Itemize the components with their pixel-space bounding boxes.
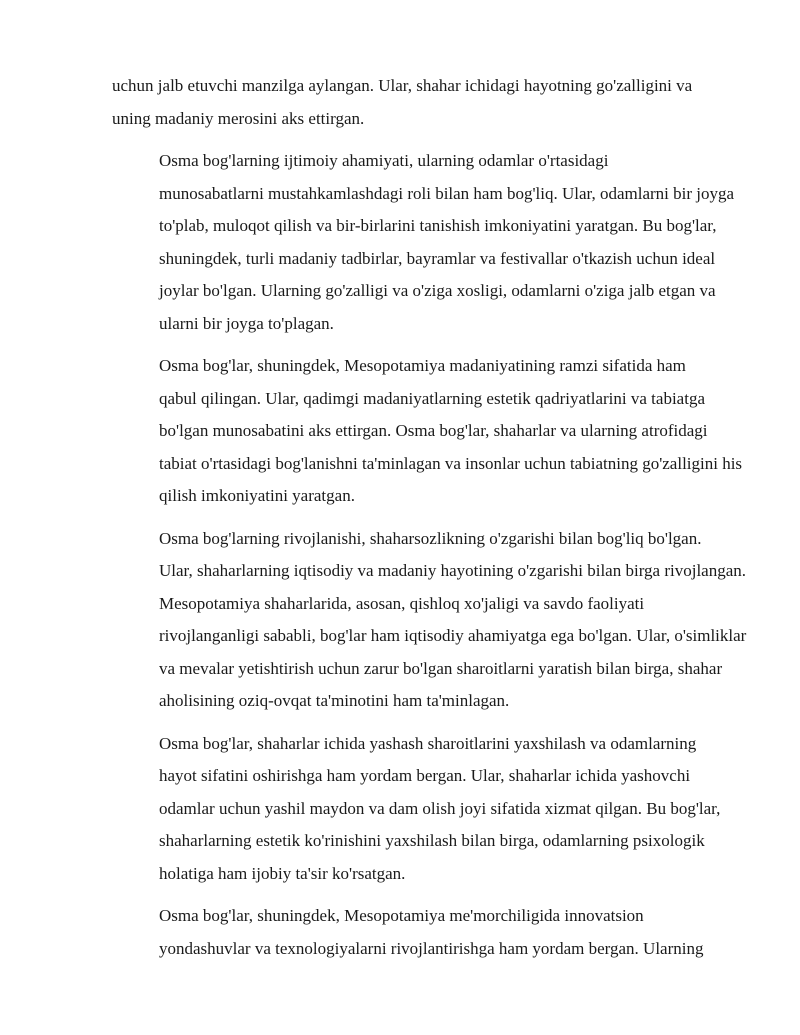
text-line: shaharlarning estetik ko'rinishini yaxshilash bilan birga, odamlarning psixologik — [159, 831, 705, 850]
text-line: ularni bir joyga to'plagan. — [159, 313, 334, 333]
text-line: odamlar uchun yashil maydon va dam olish joyi sifatida xizmat qilgan. Bu bog'lar, — [159, 798, 721, 818]
text-line: va mevalar yetishtirish uchun zarur bo'lgan sharoitlarni yaratish bilan birga, shahar — [159, 658, 723, 678]
document-page — [112, 70, 747, 975]
text-line: hayot sifatini oshirishga ham yordam bergan. Ular, shaharlar ichida yashovchi — [159, 766, 691, 785]
text-line: to'plab, muloqot qilish va bir-birlarini tanishish imkoniyatini yaratgan. Bu bog'lar, — [159, 216, 717, 235]
paragraph — [112, 900, 742, 965]
paragraph — [112, 145, 742, 340]
text-line: Osma bog'larning rivojlanishi, shaharsozlikning o'zgarishi bilan bog'liq bo'lgan. — [159, 528, 702, 548]
text-line: Ular, shaharlarning iqtisodiy va madaniy hayotining o'zgarishi bilan birga rivojlangan. — [159, 561, 747, 580]
text-line: tabiat o'rtasidagi bog'lanishni ta'minlagan va insonlar uchun tabiatning go'zalligini his — [159, 453, 743, 473]
text-line: Osma bog'lar, shuningdek, Mesopotamiya me'morchiligida innovatsion — [159, 906, 644, 925]
text-line: Osma bog'lar, shuningdek, Mesopotamiya madaniyatining ramzi sifatida ham — [159, 356, 686, 375]
text-line: munosabatlarni mustahkamlashdagi roli bilan ham bog'liq. Ular, odamlarni bir joyga — [159, 183, 735, 203]
text-line: shuningdek, turli madaniy tadbirlar, bayramlar va festivallar o'tkazish uchun ideal — [159, 248, 716, 268]
paragraph — [112, 70, 742, 135]
text-line: qilish imkoniyatini yaratgan. — [159, 486, 355, 505]
paragraph — [112, 523, 747, 718]
text-line: joylar bo'lgan. Ularning go'zalligi va o'ziga xosligi, odamlarni o'ziga jalb etgan va — [159, 281, 716, 300]
text-line: Osma bog'lar, shaharlar ichida yashash sharoitlarini yaxshilash va odamlarning — [159, 733, 697, 753]
text-line: yondashuvlar va texnologiyalarni rivojlantirishga ham yordam bergan. Ularning — [159, 938, 704, 958]
text-line: qabul qilingan. Ular, qadimgi madaniyatlarning estetik qadriyatlarini va tabiatga — [159, 388, 705, 408]
text-line: Osma bog'larning ijtimoiy ahamiyati, ularning odamlar o'rtasidagi — [159, 151, 609, 170]
text-line: bo'lgan munosabatini aks ettirgan. Osma bog'lar, shaharlar va ularning atrofidagi — [159, 421, 708, 440]
text-line: aholisining oziq-ovqat ta'minotini ham ta'minlagan. — [159, 691, 510, 710]
text-line: uchun jalb etuvchi manzilga aylangan. Ular, shahar ichidagi hayotning go'zalligini va — [112, 76, 693, 95]
paragraph — [112, 728, 742, 891]
text-line: Mesopotamiya shaharlarida, asosan, qishloq xo'jaligi va savdo faoliyati — [159, 593, 645, 613]
text-line: rivojlanganligi sababli, bog'lar ham iqtisodiy ahamiyatga ega bo'lgan. Ular, o'simliklar — [159, 626, 747, 645]
text-line: holatiga ham ijobiy ta'sir ko'rsatgan. — [159, 863, 406, 883]
paragraph — [112, 350, 742, 513]
text-line: uning madaniy merosini aks ettirgan. — [112, 108, 365, 128]
